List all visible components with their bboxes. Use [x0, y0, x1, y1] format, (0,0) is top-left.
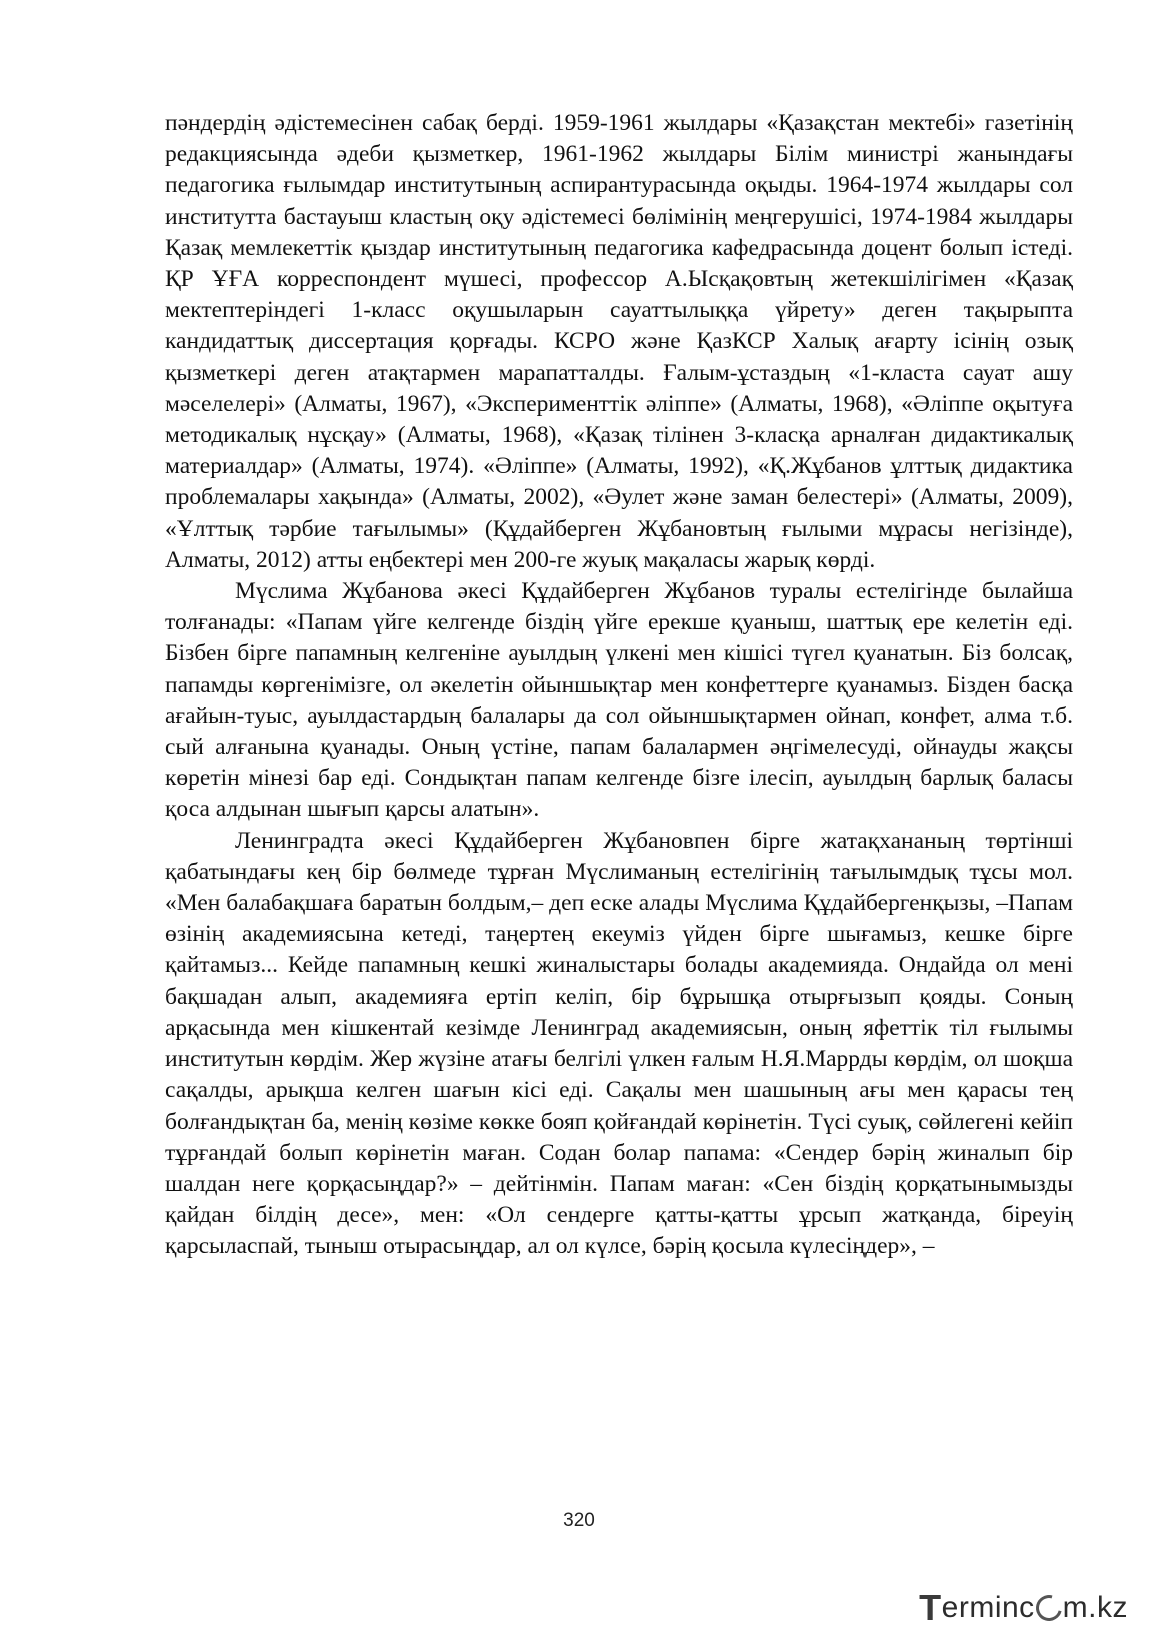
watermark-letter-t: T — [919, 1587, 942, 1628]
paragraph-1: пәндердің әдістемесінен сабақ берді. 1959-1961 жылдары «Қазақстан мектебі» газетінің редакциясында әдеби қызметкер, 1961-1962 жылдары Білім министрі жанындағы педагогика ғылымдар институтының аспирантурасында оқыды. 1964-1974 жылдары сол институтта бастауыш кластың оқу әдістемесі бөлімінің меңгерушісі, 1974-1984 жылдары Қазақ мемлекеттік қыздар институтының педагогика кафедрасында доцент болып істеді. ҚР ҰҒА корреспондент мүшесі, профессор А.Ысқақовтың жетекшілігімен «Қазақ мектептеріндегі 1-класс оқушыларын сауаттылыққа үйрету» деген тақырыпта кандидаттық диссертация қорғады. КСРО және ҚазКСР Халық ағарту ісінің озық қызметкері деген атақтармен марапатталды. Ғалым-ұстаздың «1-класта сауат ашу мәселелері» (Алматы, 1967), «Эксперименттік әліппе» (Алматы, 1968), «Әліппе оқытуға методикалық нұсқау» (Алматы, 1968), «Қазақ тілінен 3-класқа арналған дидактикалық материалдар» (Алматы, 1974). «Әліппе» (Алматы, 1992), «Қ.Жұбанов ұлттық дидактика проблемалары хақында» (Алматы, 2002), «Әулет және заман белестері» (Алматы, 2009), «Ұлттық тәрбие тағылымы» (Құдайберген Жұбановтың ғылыми мұрасы негізінде), Алматы, 2012) атты еңбектері мен 200-ге жуық мақаласы жарық көрді. — [165, 110, 1073, 573]
watermark-text-2: m.kz — [1062, 1591, 1128, 1624]
paragraph-2: Мүслима Жұбанова әкесі Құдайберген Жұбанов туралы естелігінде былайша толғанады: «Папам үйге келгенде біздің үйге ерекше қуаныш, шаттық ере келетін еді. Бізбен бірге папамның келгеніне ауылдың үлкені мен кішісі түгел қуанатын. Біз болсақ, папамды көргенімізге, ол әкелетін ойыншықтар мен конфеттерге қуанамыз. Бізден басқа ағайын-туыс, ауылдастардың балалары да сол ойыншықтармен ойнап, конфет, алма т.б. сый алғанына қуанады. Оның үстіне, папам балалармен әңгімелесуді, ойнауды жақсы көретін мінезі бар еді. Сондықтан папам келгенде бізге ілесіп, ауылдың барлық баласы қоса алдынан шығып қарсы алатын». — [165, 578, 1073, 823]
termincom-watermark — [919, 1588, 1128, 1628]
page-number: 320 — [563, 1510, 595, 1531]
body-text — [165, 108, 1073, 1263]
watermark-text-1: erminc — [941, 1591, 1035, 1624]
paragraph-3: Ленинградта әкесі Құдайберген Жұбановпен бірге жатақхананың төртінші қабатындағы кең бір бөлмеде тұрған Мүслиманың естелігінің тағылымдық тұсы мол. «Мен балабақшаға баратын болдым,– деп еске алады Мүслима Құдайбергенқызы, –Папам өзінің академиясына кетеді, таңертең екеуміз үйден бірге шығамыз, кешке бірге қайтамыз... Кейде папамның кешкі жиналыстары болады академияда. Ондайда ол мені бақшадан алып, академияға ертіп келіп, бір бұрышқа отырғызып қояды. Соның арқасында мен кішкентай кезімде Ленинград академиясын, оның яфеттік тіл ғылымы институтын көрдім. Жер жүзіне атағы белгілі үлкен ғалым Н.Я.Маррды көрдім, ол шоқша сақалды, арықша келген шағын кісі еді. Сақалы мен шашының ағы мен қарасы тең болғандықтан ба, менің көзіме көкке бояп қойғандай көрінетін. Түсі суық, сөйлегені кейіп тұрғандай болып көрінетін маған. Содан болар папама: «Сендер бәрің жиналып бір шалдан неге қорқасыңдар?» – дейтінмін. Папам маған: «Сен біздің қорқатынымызды қайдан білдің десе», мен: «Ол сендерге қатты-қатты ұрсып жатқанда, біреуің қарсыласпай, тыныш отырасыңдар, ал ол күлсе, бәрің қосыла күлесіңдер», – — [165, 827, 1073, 1260]
watermark-swoosh-icon — [1031, 1590, 1067, 1626]
